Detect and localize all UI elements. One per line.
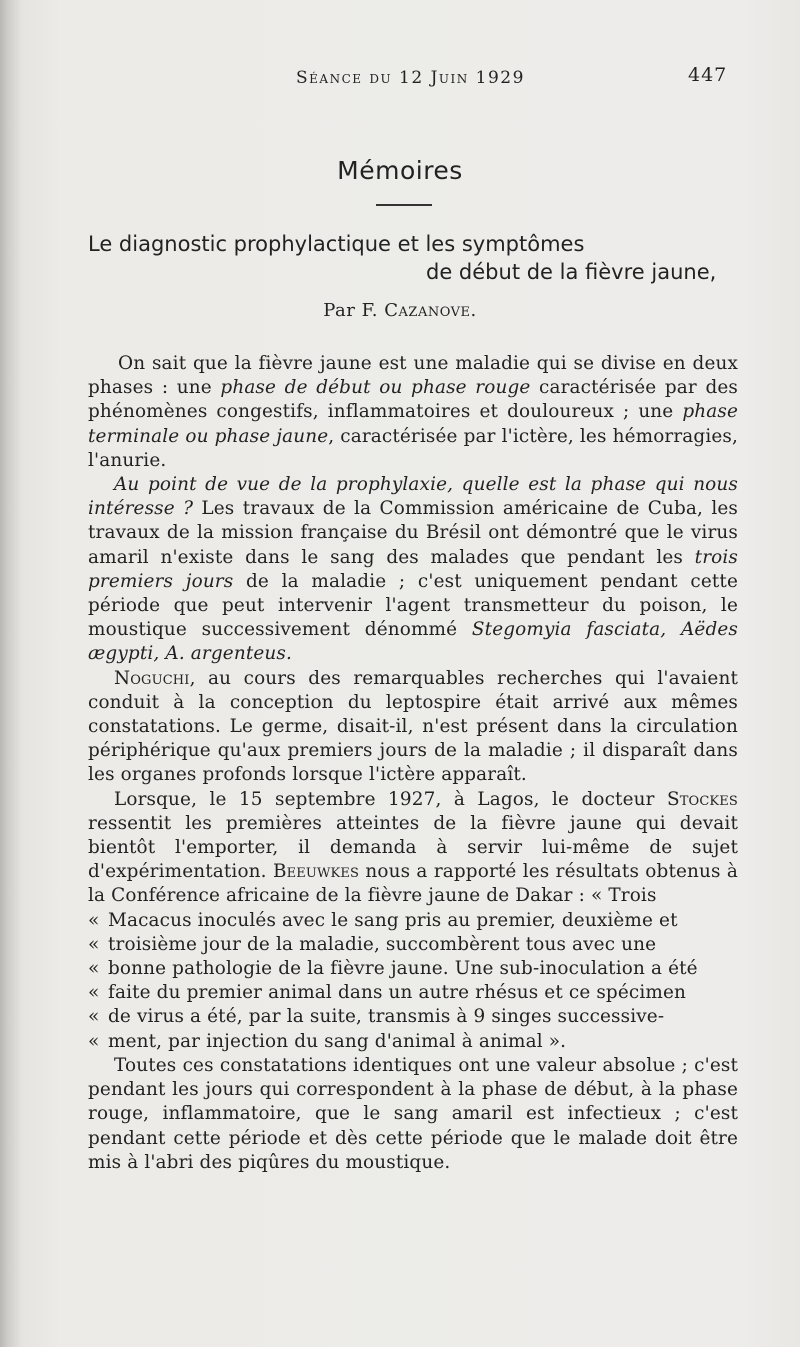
p2-text-d: de la maladie ; c'est uniquement pendant cette période que peut intervenir l'agent transmetteur du poison, le moustique successivement dénommé bbox=[88, 570, 738, 641]
paragraph-3 bbox=[88, 667, 738, 788]
title-rule bbox=[376, 204, 432, 206]
byline-prefix: Par F. bbox=[323, 300, 385, 321]
p2-text-b: Les travaux de la Commission américaine de Cuba, les travaux de la mission française du Brésil ont démontré que le virus amaril n'existe dans le sang des malades que pendant les bbox=[88, 498, 738, 568]
p2-italic-e: Stegomyia fasciata, Aëdes ægypti, A. argenteus. bbox=[88, 619, 738, 665]
byline-suffix: . bbox=[470, 300, 477, 321]
p1-text-c: caractérisée par des phénomènes congestifs, inflammatoires et douloureux ; une bbox=[88, 377, 738, 423]
quote-line-text: faite du premier animal dans un autre rhésus et ce spécimen bbox=[108, 982, 686, 1004]
paragraph-1 bbox=[88, 352, 738, 473]
p1-italic-d: phase terminale ou phase jaune bbox=[88, 401, 738, 447]
p4-name-stockes: Stockes bbox=[666, 788, 738, 810]
article-title-line1: Le diagnostic prophylactique et les symptômes bbox=[88, 232, 585, 256]
article-body bbox=[88, 352, 738, 1175]
guillemet: « bbox=[88, 909, 100, 931]
guillemet: « bbox=[88, 1030, 100, 1052]
page-header bbox=[90, 64, 730, 94]
paragraph-4 bbox=[88, 788, 738, 909]
guillemet: « bbox=[88, 1006, 100, 1028]
quote-line bbox=[88, 981, 738, 1005]
quote-line-text: troisième jour de la maladie, succombèrent tous avec une bbox=[108, 933, 657, 955]
author-name: Cazanove bbox=[384, 300, 471, 321]
p1-italic-b: phase de début ou phase rouge bbox=[220, 377, 531, 399]
quote-line bbox=[88, 1030, 738, 1054]
p4-name-beeuwkes: Beeuwkes bbox=[272, 861, 360, 883]
p1-text-a: On sait que la fièvre jaune est une maladie qui se divise en deux phases : une bbox=[88, 353, 738, 399]
page-number: 447 bbox=[688, 64, 728, 86]
paragraph-2 bbox=[88, 473, 738, 667]
quote-line bbox=[88, 909, 738, 933]
quote-line bbox=[88, 1005, 738, 1029]
guillemet: « bbox=[88, 982, 100, 1004]
article-title-line2: de début de la fièvre jaune, bbox=[426, 260, 717, 284]
guillemet: « bbox=[88, 958, 100, 980]
quote-line-text: ment, par injection du sang d'animal à animal ». bbox=[108, 1030, 567, 1052]
quote-line bbox=[88, 957, 738, 981]
quote-line-text: de virus a été, par la suite, transmis à 9 singes successive- bbox=[108, 1006, 665, 1028]
quote-block bbox=[88, 909, 738, 1054]
running-head: Séance du 12 Juin 1929 bbox=[296, 68, 525, 88]
guillemet: « bbox=[88, 933, 100, 955]
p3-author: Noguchi bbox=[114, 667, 190, 689]
quote-line-text: Macacus inoculés avec le sang pris au premier, deuxième et bbox=[108, 909, 678, 931]
quote-line bbox=[88, 933, 738, 957]
p1-text-e: , caractérisée par l'ictère, les hémorragies, l'anurie. bbox=[88, 425, 738, 471]
quote-line-text: bonne pathologie de la fièvre jaune. Une sub-inoculation a été bbox=[108, 958, 698, 980]
article-title bbox=[88, 230, 728, 286]
p4-text-c: ressentit les premières atteintes de la fièvre jaune qui devait bientôt l'emporter, il demanda à servir lui-même de sujet d'expérimentation. bbox=[88, 812, 738, 883]
byline bbox=[0, 300, 800, 321]
p4-text-a: Lorsque, le 15 septembre 1927, à Lagos, le docteur bbox=[114, 788, 667, 810]
p2-italic-c: trois premiers jours bbox=[88, 546, 738, 592]
p2-italic-a: Au point de vue de la prophylaxie, quelle est la phase qui nous intéresse ? bbox=[88, 474, 738, 520]
p3-text: , au cours des remarquables recherches qui l'avaient conduit à la conception du leptospire était arrivé aux mêmes constatations. Le germe, disait-il, n'est présent dans la circulation périphérique qu'aux premiers jours de la maladie ; il disparaît dans les organes profonds lorsque l'ictère apparaît. bbox=[88, 667, 738, 786]
paragraph-5: Toutes ces constatations identiques ont une valeur absolue ; c'est pendant les jours qui correspondent à la phase de début, à la phase rouge, inflammatoire, que le sang amaril est infectieux ; c'est pendant cette période et dès cette période que le malade doit être mis à l'abri des piqûres du moustique. bbox=[88, 1054, 738, 1173]
p4-text-e: nous a rapporté les résultats obtenus à la Conférence africaine de la fièvre jaune de Dakar : « Trois bbox=[88, 861, 738, 907]
section-title: Mémoires bbox=[337, 156, 463, 185]
